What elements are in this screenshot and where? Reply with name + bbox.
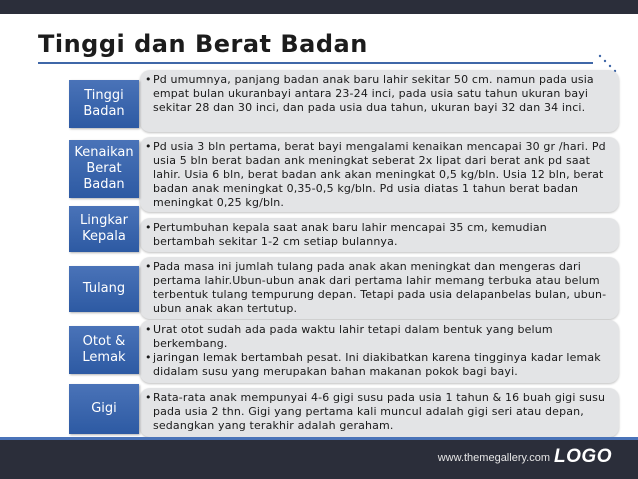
bullet-item: • jaringan lemak bertambah pesat. Ini diakibatkan karena tingginya kadar lemak didalam susu yang merupakan bahan makanan pokok bagi bayi.: [145, 351, 601, 378]
section-label-lingkar-kepala: Lingkar Kepala: [69, 206, 139, 252]
section-label-otot-lemak: Otot & Lemak: [69, 326, 139, 374]
section-content-tinggi-badan: [140, 70, 619, 132]
section-label-gigi: Gigi: [69, 384, 139, 434]
footer-logo: LOGO: [554, 446, 612, 467]
section-content-lingkar-kepala: [140, 218, 619, 252]
title-underline: [38, 62, 593, 64]
bullet-item: • Pada masa ini jumlah tulang pada anak akan meningkat dan mengeras dari pertama lahir.Ubun-ubun anak dari pertama lahir memang terbuka atau belum terbentuk tulang tempurung depan. Tetapi pada usia delapanbelas bulan, ubun-ubun anak akan tertutup.: [145, 260, 607, 315]
bullet-item: • Urat otot sudah ada pada waktu lahir tetapi dalam bentuk yang belum berkembang.: [145, 323, 553, 350]
section-label-tinggi-badan: Tinggi Badan: [69, 80, 139, 128]
bullet-item: • Pd umumnya, panjang badan anak baru lahir sekitar 50 cm. namun pada usia empat bulan ukuranbayi antara 23-24 inci, pada usia satu tahun ukuran bayi sekitar 28 dan 30 inci, dan pada usia dua tahun, ukuran bayi 32 dan 34 inci.: [145, 73, 594, 114]
bullet-item: • Rata-rata anak mempunyai 4-6 gigi susu pada usia 1 tahun & 16 buah gigi susu pada usia 2 thn. Gigi yang pertama kali muncul adalah gigi seri atau depan, sedangkan yang terakhir adalah geraham.: [145, 391, 606, 432]
slide-title: Tinggi dan Berat Badan: [38, 30, 368, 58]
section-label-tulang: Tulang: [69, 266, 139, 312]
bullet-item: • Pertumbuhan kepala saat anak baru lahir mencapai 35 cm, kemudian bertambah sekitar 1-2 cm setiap bulannya.: [145, 221, 547, 248]
section-content-gigi: [140, 388, 619, 437]
top-bar: [0, 0, 638, 14]
bullet-item: • Pd usia 3 bln pertama, berat bayi mengalami kenaikan mencapai 30 gr /hari. Pd usia 5 bln berat badan ank meningkat seberat 2x lipat dari berat ank pd saat lahir. Usia 6 bln, berat badan ank akan meningkat 0,5 kg/bln. Usia 12 bln, berat badan anak meningkat 0,35-0,5 kg/bln. Pd usia diatas 1 tahun berat badan meningkat 0,25 kg/bln.: [145, 140, 606, 209]
footer-url: www.themegallery.com: [437, 452, 550, 464]
section-content-otot-lemak: [140, 320, 619, 383]
footer-accent-line: [0, 437, 638, 440]
section-content-kenaikan-berat-badan: [140, 137, 619, 212]
section-content-tulang: [140, 257, 619, 319]
section-label-kenaikan-berat-badan: Kenaikan Berat Badan: [69, 140, 139, 198]
